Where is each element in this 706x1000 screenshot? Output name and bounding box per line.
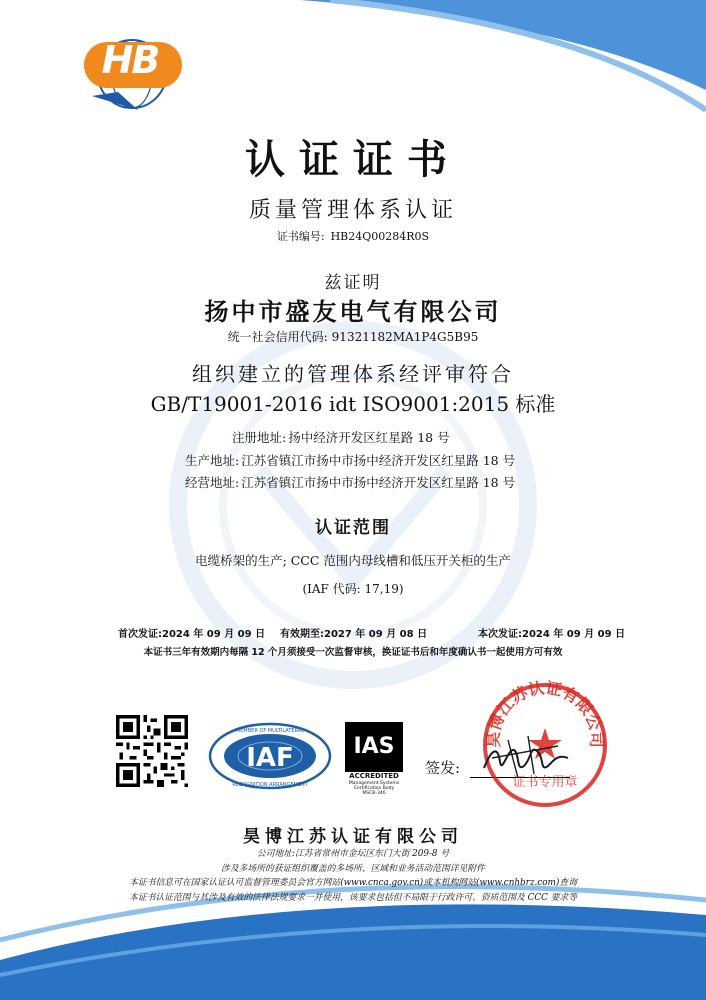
iaf-logo bbox=[208, 722, 332, 790]
production-address-label: 生产地址: bbox=[185, 453, 240, 468]
production-address-value: 江苏省镇江市扬中市扬中经济开发区红星路 18 号 bbox=[241, 453, 516, 468]
certificate-title: 认证证书 bbox=[245, 136, 461, 183]
svg-text:IAF: IAF bbox=[246, 743, 294, 773]
validity-note: 本证书三年有效期内每隔 12 个月须接受一次监督审核，换证证书后和年度确认书一起使用方可有效 bbox=[143, 647, 563, 658]
seal-outer-text: 昊博江苏认证有限公司 bbox=[483, 678, 607, 748]
registered-address-label: 注册地址: bbox=[232, 430, 287, 445]
ias-logo: IAS bbox=[345, 722, 403, 772]
issuer-name: 昊博江苏认证有限公司 bbox=[243, 827, 463, 847]
footer-legal: 本证书认证范围与其涉及有效的法律法规要求一并使用，该要求包括但不局限于行政许可、资质范围及 CCC 要求等 bbox=[128, 893, 578, 903]
registered-address-value: 扬中经济开发区红星路 18 号 bbox=[288, 430, 450, 445]
production-address bbox=[185, 451, 515, 469]
certify-text: 兹证明 bbox=[324, 273, 382, 293]
credit-code-value: 91321182MA1P4G5B95 bbox=[331, 330, 479, 344]
business-address bbox=[185, 473, 515, 491]
conformity-line-1: 组织建立的管理体系经评审符合 bbox=[192, 362, 514, 386]
certificate-number bbox=[0, 228, 706, 244]
ias-subtext bbox=[345, 781, 403, 797]
first-issue-date: 首次发证:2024 年 09 月 09 日 bbox=[118, 629, 266, 640]
qr-code[interactable] bbox=[116, 715, 188, 787]
svg-text:RECOGNITION ARRANGEMENT: RECOGNITION ARRANGEMENT bbox=[232, 782, 308, 788]
scope-text: 电缆桥架的生产; CCC 范围内母线槽和低压开关柜的生产 bbox=[195, 553, 511, 568]
certificate-number-label: 证书编号: bbox=[276, 230, 325, 243]
valid-until-date: 有效期至:2027 年 09 月 08 日 bbox=[280, 629, 428, 640]
footer-address: 公司地址:江苏省常州市金坛区东门大街 209-8 号 bbox=[256, 849, 450, 859]
this-issue-date: 本次发证:2024 年 09 月 09 日 bbox=[478, 629, 626, 640]
company-name: 扬中市盛友电气有限公司 bbox=[204, 297, 502, 326]
conformity-line-2: GB/T19001-2016 idt ISO9001:2015 标准 bbox=[150, 392, 556, 416]
ias-sub-3: MSCB-346 bbox=[362, 791, 386, 797]
scope-title: 认证范围 bbox=[315, 518, 391, 538]
footer-verification: 本证书信息可在国家认证认可监督管理委员会官方网站(www.cnca.gov.cn)或本机构网站(www.cnhbrz.com)查询 bbox=[129, 878, 577, 888]
credit-code bbox=[0, 328, 706, 345]
registered-address bbox=[232, 428, 450, 446]
logo-text: HB bbox=[101, 38, 159, 82]
signature-label: 签发: bbox=[425, 759, 461, 777]
svg-text:MEMBER OF MULTILATERAL: MEMBER OF MULTILATERAL bbox=[235, 728, 305, 734]
credit-code-label: 统一社会信用代码: bbox=[227, 330, 328, 344]
iaf-code: (IAF 代码: 17,19) bbox=[302, 582, 404, 596]
footer-multisite: 涉及多场所的获证组织覆盖的多场所、区域和业务活动范围详见附件 bbox=[221, 864, 485, 874]
business-address-label: 经营地址: bbox=[185, 475, 240, 490]
business-address-value: 江苏省镇江市扬中市扬中经济开发区红星路 18 号 bbox=[241, 475, 516, 490]
certificate-number-value: HB24Q00284R0S bbox=[330, 230, 430, 243]
seal-bottom-text: 证书专用章 bbox=[512, 775, 578, 790]
ias-sub-2: Certification Body bbox=[353, 786, 395, 792]
signature bbox=[478, 728, 574, 784]
ias-sub-1: Management Systems bbox=[348, 781, 400, 786]
ias-accreditation-mark bbox=[345, 722, 403, 807]
ias-accredited: ACCREDITED bbox=[349, 772, 399, 780]
certificate-subtitle: 质量管理体系认证 bbox=[248, 198, 457, 223]
